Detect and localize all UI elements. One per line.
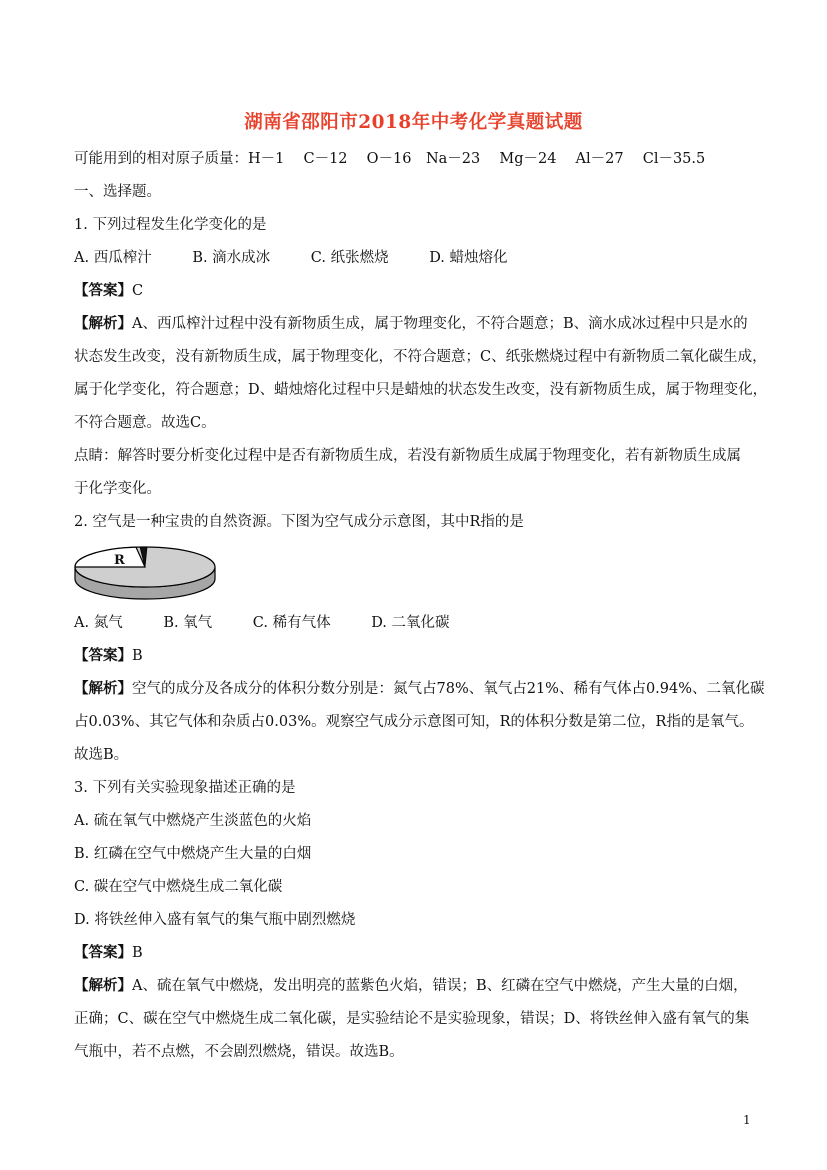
q3-option-d: D. 将铁丝伸入盛有氧气的集气瓶中剧烈燃烧 [74,912,356,928]
q1-option-a: A. 西瓜榨汁 [74,250,152,266]
analysis-text: A、硫在氧气中燃烧，发出明亮的蓝紫色火焰，错误；B、红磷在空气中燃烧，产生大量的白烟， [132,978,748,994]
q3-analysis-line-3: 气瓶中，若不点燃，不会剧烈燃烧，错误。故选B。 [74,1044,404,1060]
answer-value: B [132,945,143,961]
q1-analysis-line-2: 状态发生改变，没有新物质生成，属于物理变化，不符合题意；C、纸张燃烧过程中有新物质二氧化碳生成， [74,349,767,365]
q1-analysis-line-3: 属于化学变化，符合题意；D、蜡烛熔化过程中只是蜡烛的状态发生改变，没有新物质生成，属于物理变化， [74,382,768,398]
answer-value: C [132,283,144,299]
q1-tip-line-2: 于化学变化。 [74,481,161,497]
q3-answer [74,943,143,963]
q2-option-c: C. 稀有气体 [252,615,331,631]
answer-value: B [132,648,143,664]
page-number: 1 [743,1113,751,1127]
analysis-text: 空气的成分及各成分的体积分数分别是：氮气占78%、氧气占21%、稀有气体占0.94%、二氧化碳 [132,681,765,697]
answer-label: 【答案】 [74,944,132,961]
q2-option-b: B. 氧气 [163,615,213,631]
q2-option-d: D. 二氧化碳 [371,615,450,631]
figure-label-r: R [114,553,125,568]
q2-options [74,613,486,633]
q1-analysis-line-4: 不符合题意。故选C。 [74,415,216,431]
q2-option-a: A. 氮气 [74,615,123,631]
analysis-label: 【解析】 [74,315,132,332]
q3-analysis-line-1 [74,976,748,996]
q1-options [74,248,544,268]
section-heading: 一、选择题。 [74,184,161,200]
q1-tip-line-1: 点睛：解答时要分析变化过程中是否有新物质生成，若没有新物质生成属于物理变化，若有新物质生成属 [74,448,741,464]
q3-option-a: A. 硫在氧气中燃烧产生淡蓝色的火焰 [74,813,312,829]
q3-option-c: C. 碳在空气中燃烧生成二氧化碳 [74,879,283,895]
q1-option-b: B. 滴水成冰 [192,250,271,266]
analysis-label: 【解析】 [74,977,132,994]
q2-analysis-line-2: 占0.03%、其它气体和杂质占0.03%。观察空气成分示意图可知，R的体积分数是第二位，R指的是氧气。 [74,714,754,730]
q3-analysis-line-2: 正确；C、碳在空气中燃烧生成二氧化碳，是实验结论不是实验现象，错误；D、将铁丝伸入盛有氧气的集 [74,1011,750,1027]
q1-stem: 1. 下列过程发生化学变化的是 [74,217,267,233]
page-title: 湖南省邵阳市2018年中考化学真题试题 [244,112,583,133]
q1-answer [74,281,143,301]
q2-analysis-line-1 [74,679,765,699]
analysis-text: A、西瓜榨汁过程中没有新物质生成，属于物理变化，不符合题意；B、滴水成冰过程中只是水的 [132,316,748,332]
q1-analysis-line-1 [74,314,748,334]
atomic-mass-line: 可能用到的相对原子质量：H－1 C－12 O－16 Na－23 Mg－24 Al－27 Cl－35.5 [74,151,706,167]
answer-label: 【答案】 [74,647,132,664]
q2-answer [74,646,143,666]
analysis-label: 【解析】 [74,680,132,697]
air-composition-diagram [74,544,216,604]
q1-option-d: D. 蜡烛熔化 [429,250,508,266]
q3-option-b: B. 红磷在空气中燃烧产生大量的白烟 [74,846,312,862]
q2-analysis-line-3: 故选B。 [74,747,129,763]
q2-stem: 2. 空气是一种宝贵的自然资源。下图为空气成分示意图，其中R指的是 [74,514,524,530]
answer-label: 【答案】 [74,282,132,299]
q3-stem: 3. 下列有关实验现象描述正确的是 [74,780,296,796]
q1-option-c: C. 纸张燃烧 [310,250,389,266]
